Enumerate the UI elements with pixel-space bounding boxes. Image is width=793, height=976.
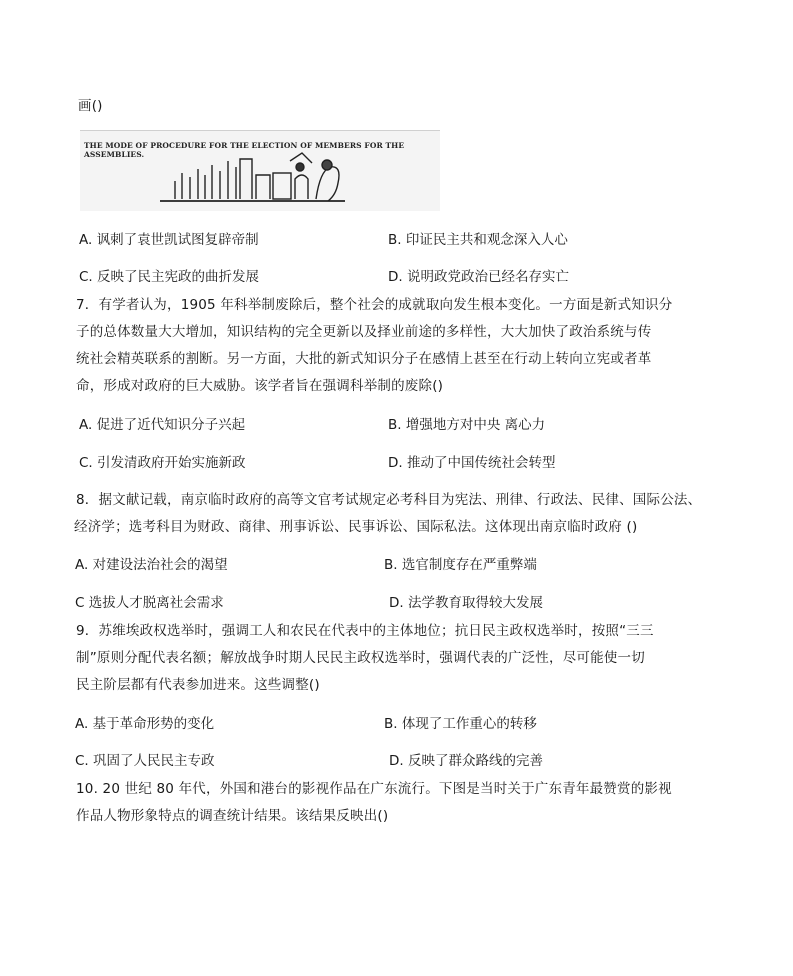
q8-option-d: D. 法学教育取得较大发展 bbox=[389, 595, 543, 611]
q8-option-c: C 选拔人才脱离社会需求 bbox=[75, 595, 224, 611]
q9-stem-line-3: 民主阶层都有代表参加进来。这些调整() bbox=[76, 677, 320, 693]
q8-stem-line-2: 经济学；选考科目为财政、商律、刑事诉讼、民事诉讼、国际私法。这体现出南京临时政府 () bbox=[74, 519, 638, 535]
q6-cartoon-drawing bbox=[80, 131, 440, 211]
q10-stem-line-2: 作品人物形象特点的调查统计结果。该结果反映出() bbox=[76, 808, 389, 824]
q8-option-a: A. 对建设法治社会的渴望 bbox=[75, 557, 228, 573]
q9-option-c: C. 巩固了人民民主专政 bbox=[75, 753, 215, 769]
q7-option-b: B. 增强地方对中央 离心力 bbox=[388, 417, 546, 433]
q7-stem-line-2: 子的总体数量大大增加，知识结构的完全更新以及择业前途的多样性，大大加快了政治系统与传 bbox=[76, 324, 652, 340]
q6-option-c: C. 反映了民主宪政的曲折发展 bbox=[79, 269, 260, 285]
q7-stem-line-3: 统社会精英联系的割断。另一方面，大批的新式知识分子在感情上甚至在行动上转向立宪或者革 bbox=[76, 351, 652, 367]
q8-stem-line-1: 8．据文献记载，南京临时政府的高等文官考试规定必考科目为宪法、刑律、行政法、民律、国际公法、 bbox=[76, 492, 702, 508]
q6-cartoon-caption: THE MODE OF PROCEDURE FOR THE ELECTION OF MEMBERS FOR THE ASSEMBLIES. bbox=[84, 141, 405, 159]
q9-stem-line-2: 制”原则分配代表名额；解放战争时期人民民主政权选举时，强调代表的广泛性，尽可能使一切 bbox=[76, 650, 645, 666]
q7-option-d: D. 推动了中国传统社会转型 bbox=[388, 455, 556, 471]
q9-option-b: B. 体现了工作重心的转移 bbox=[384, 716, 537, 732]
q6-option-a: A. 讽刺了袁世凯试图复辟帝制 bbox=[79, 232, 259, 248]
q6-cartoon bbox=[80, 130, 440, 211]
q6-option-b: B. 印证民主共和观念深入人心 bbox=[388, 232, 568, 248]
q9-option-a: A. 基于革命形势的变化 bbox=[75, 716, 215, 732]
q9-option-d: D. 反映了群众路线的完善 bbox=[389, 753, 543, 769]
q7-stem-line-4: 命，形成对政府的巨大威胁。该学者旨在强调科举制的废除() bbox=[76, 378, 444, 394]
q10-stem-line-1: 10. 20 世纪 80 年代，外国和港台的影视作品在广东流行。下图是当时关于广东青年最赞赏的影视 bbox=[76, 781, 672, 797]
q6-stem-tail: 画() bbox=[78, 98, 103, 114]
q9-stem-line-1: 9．苏维埃政权选举时，强调工人和农民在代表中的主体地位；抗日民主政权选举时，按照“三三 bbox=[76, 623, 654, 639]
q7-stem-line-1: 7．有学者认为，1905 年科举制废除后，整个社会的成就取向发生根本变化。一方面是新式知识分 bbox=[76, 297, 673, 313]
q7-option-a: A. 促进了近代知识分子兴起 bbox=[79, 417, 246, 433]
q8-option-b: B. 选官制度存在严重弊端 bbox=[384, 557, 537, 573]
q7-option-c: C. 引发清政府开始实施新政 bbox=[79, 455, 246, 471]
q6-option-d: D. 说明政党政治已经名存实亡 bbox=[388, 269, 569, 285]
